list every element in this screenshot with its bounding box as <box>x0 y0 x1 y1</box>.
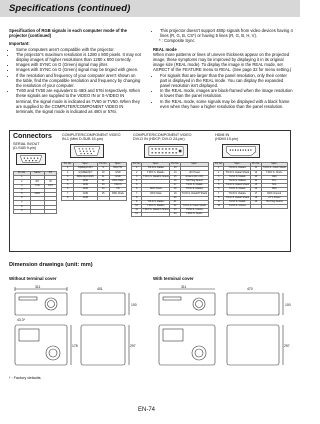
table-cell: T.M.D.S. Data0- <box>224 200 251 204</box>
table-cell: T.M.D.S. Data2- <box>142 167 170 171</box>
table-cell: 1 <box>62 167 74 171</box>
table-cell: T.M.D.S. Data2- <box>224 175 251 179</box>
table-cell: T.M.D.S. Data1 Shield <box>225 183 250 187</box>
table-cell: 3 <box>62 175 74 179</box>
table-cell: T.M.D.S. Clock Shield <box>262 166 286 170</box>
table-cell: 3 <box>14 184 31 188</box>
table-cell: T.M.D.S. Data1+ <box>142 204 170 208</box>
table-cell: 16 <box>251 188 261 192</box>
table-cell: 5 <box>14 192 31 196</box>
computer-label: COMPUTER/COMPONENT VIDEO <box>62 133 121 137</box>
hdmi-label-group <box>215 133 238 142</box>
table-cell: 13 <box>97 183 109 187</box>
table-cell <box>30 209 44 213</box>
table-cell: 11 <box>251 167 261 171</box>
table-cell: OUT <box>44 184 56 188</box>
dimension-value: 311 <box>181 285 187 289</box>
table-cell: 9 <box>97 167 109 171</box>
composite-note: * : Composite Sync <box>159 38 195 44</box>
serial-label: SERIAL IN/OUT <box>13 142 40 146</box>
table-cell: T.M.D.S. Data2+ <box>142 171 170 175</box>
table-cell: 12 <box>132 213 142 217</box>
footnote: * : Factory defaults <box>9 376 41 380</box>
list-item: • This projector doesn't support 480p signals from video devices having 4 lines (R, G, B, CS*) or having 5 lines (R, G, B, H, V). <box>160 28 293 38</box>
table-cell: 12 <box>251 171 261 175</box>
table-cell: SCL <box>261 183 287 187</box>
table-cell: G(GREEN)/Y <box>74 171 97 175</box>
table-cell: 1 <box>214 167 224 171</box>
page-number: EN-74 <box>138 407 156 413</box>
hdmi-port-diagram <box>222 144 260 158</box>
table-cell: CEC <box>261 175 287 179</box>
table-cell: 4 <box>214 179 224 183</box>
table-cell: 15 <box>97 192 109 196</box>
table-cell: T.M.D.S. Clock+ <box>224 204 251 208</box>
table-cell: 8 <box>132 196 142 200</box>
table-cell: T.M.D.S. Data2/4 Shield <box>143 174 169 178</box>
table-cell: TXD <box>30 184 44 188</box>
computer-label-group <box>62 133 121 142</box>
table-cell: 8 <box>62 196 74 200</box>
table-cell: 6 <box>14 197 31 201</box>
table-cell: DDC Data <box>142 192 170 196</box>
table-cell: 10 <box>132 204 142 208</box>
dimension-drawing-with-cover <box>153 283 293 373</box>
table-cell: DDC Clock <box>142 188 170 192</box>
serial-label-group <box>13 142 40 151</box>
table-cell: T.M.D.S. Data2 Shield <box>225 170 250 174</box>
signal-note-list <box>153 28 293 38</box>
table-header: Pin No. <box>252 162 260 166</box>
list-item: • The projector's maximum resolution is 1280 x 800 pixels. It may not display images of higher resolutions than 1280 x 800 correctly. <box>16 52 141 62</box>
table-cell: 9 <box>132 200 142 204</box>
list-item: • Images with SYNC on G (Green) signal may jitter. <box>16 62 141 67</box>
right-column <box>153 28 293 109</box>
table-cell: 13 <box>251 175 261 179</box>
table-cell: 5 <box>62 183 74 187</box>
dimension-value: 100 <box>285 303 291 307</box>
table-cell: T.M.D.S. Data0- <box>180 183 208 187</box>
table-cell: 4 <box>132 179 142 183</box>
table-cell: 10 <box>214 204 224 208</box>
list-item: • Some computers aren't compatible with the projector. <box>16 47 141 52</box>
table-header: Pin No. <box>62 163 74 167</box>
dimension-value: 311 <box>35 285 41 289</box>
table-cell: RX <box>30 180 44 184</box>
table-cell: GND <box>109 175 126 179</box>
table-cell: 9 <box>14 209 31 213</box>
list-item: • TV60 and TV50 are equivalent to 480i and 576i respectively. When these signals are supplied to the VIDEO IN or S-VIDEO IN terminal, the signal mode is indicated as TV60 or TV50. When they are supplied to the COMPUTER/COMPONENT VIDEO IN terminals, the signal mode is indicated as 480i or 576i. <box>16 88 141 114</box>
table-cell: 17 <box>251 192 261 196</box>
table-header: Pin No. <box>171 162 180 166</box>
table-cell: T.M.D.S. Data0 Shield <box>225 195 250 199</box>
list-item: • In the REAL mode, images are black-framed when the image resolution is lower than the panel resolution. <box>160 88 293 98</box>
list-item: • Images with SYNC on G (Green) signal may be tinged with green. <box>16 67 141 72</box>
real-mode-title: REAL mode <box>153 46 177 52</box>
dimension-value: 100 <box>131 303 137 307</box>
table-cell: DDC Clock <box>109 192 126 196</box>
table-row <box>214 204 288 208</box>
table-header: Spec. <box>109 163 126 167</box>
table-cell: 11 <box>97 175 109 179</box>
table-cell <box>142 213 170 217</box>
table-cell: IN <box>44 180 56 184</box>
table-cell: 7 <box>214 192 224 196</box>
serial-sub: (D-SUB 9-pin) <box>13 146 37 151</box>
dimension-value: 43.3* <box>17 318 25 322</box>
table-cell: 24 <box>170 213 180 217</box>
real-mode-list <box>153 73 293 109</box>
table-cell: GND <box>109 171 126 175</box>
table-cell: 15 <box>170 175 180 179</box>
list-item: • If the resolution and frequency of your computer aren't shown on the table, find the compatible resolution and frequency by changing the resolution of your computer. <box>16 73 141 89</box>
table-cell: 7 <box>62 192 74 196</box>
hdmi-label: HDMI IN <box>215 133 230 137</box>
table-cell: 2 <box>62 171 74 175</box>
table-cell: 7 <box>14 201 31 205</box>
dvi-sub: DVI-D IN (HDCP, DVI-D 24-pin) <box>133 137 185 142</box>
with-cover-label: With terminal cover <box>153 276 194 281</box>
table-cell: T.M.D.S. Data1- <box>142 200 170 204</box>
important-list <box>9 47 141 115</box>
page-title: Specifications (continued) <box>9 3 131 14</box>
table-cell: 2 <box>14 180 31 184</box>
table-cell: 3 <box>132 175 142 179</box>
table-header: Pin No. <box>214 162 223 166</box>
table-header: Spec. <box>261 163 287 167</box>
table-cell: 19 <box>251 200 261 204</box>
table-cell: 1 <box>14 176 31 180</box>
table-cell: GND <box>74 196 97 200</box>
hdmi-sub: (HDMI 19-pin) <box>215 137 239 142</box>
table-cell: T.M.D.S. Data0+ <box>180 188 208 192</box>
table-cell: T.M.D.S. Clock- <box>261 171 287 175</box>
table-cell: GND <box>74 179 97 183</box>
table-cell: 4 <box>62 179 74 183</box>
table-cell: 6 <box>132 188 142 192</box>
table-cell: GND <box>30 192 44 196</box>
table-cell: T.M.D.S. Data1- <box>224 188 251 192</box>
table-cell: 8 <box>14 205 31 209</box>
table-row <box>14 209 57 213</box>
table-header: Pin No. <box>14 172 31 176</box>
table-cell: +5V Power <box>180 171 208 175</box>
real-mode-text: When more patterns or lines of uneven thickness appear on the projected image, these symptoms may be improved by displaying it in its original image size (REAL mode). To display the image in the REAL mode, set ASPECT of the FEATURE menu to REAL. (See page 32 for menu setting.) <box>153 51 292 73</box>
table-cell: T.M.D.S. Data0/5 Shield <box>181 191 208 195</box>
table-cell: 4 <box>14 188 31 192</box>
table-row <box>132 213 209 217</box>
dvi-label-group <box>133 133 192 142</box>
dvi-label: COMPUTER/COMPONENT VIDEO <box>133 133 192 137</box>
table-cell: 13 <box>170 167 180 171</box>
table-cell: Ground (for +5V) <box>180 175 208 179</box>
table-cell <box>109 196 126 200</box>
table-cell <box>97 196 109 200</box>
dimension-value: 297 <box>284 344 290 348</box>
table-cell: GND <box>74 192 97 196</box>
table-cell: VD <box>109 188 126 192</box>
table-cell: 3 <box>214 175 224 179</box>
table-cell: 18 <box>251 196 261 200</box>
table-cell <box>261 204 287 208</box>
table-cell: 2 <box>214 171 224 175</box>
dimension-value: 470 <box>247 287 253 291</box>
dvi-port-diagram <box>144 144 188 158</box>
table-cell: 5 <box>132 183 142 187</box>
table-cell: SDA <box>261 188 287 192</box>
table-cell: HD/CS <box>109 183 126 187</box>
table-cell: 7 <box>132 192 142 196</box>
table-cell: 1 <box>132 167 142 171</box>
table-cell: DDC Data <box>109 179 126 183</box>
dvi-pin-table <box>131 162 209 217</box>
table-cell: 10 <box>97 171 109 175</box>
table-cell: R(RED)/Cr/Pr <box>74 167 97 171</box>
table-header: Name <box>30 172 44 176</box>
list-item: • In the REAL mode, some signals may be displayed with a black frame even when they have a higher resolution than the panel resolution. <box>160 99 293 109</box>
table-cell: T.M.D.S. Clock- <box>180 213 208 217</box>
table-cell: T.M.D.S. Data2+ <box>224 167 251 171</box>
dimension-value: 178 <box>72 344 78 348</box>
table-cell: 16 <box>170 179 180 183</box>
table-cell: 6 <box>214 188 224 192</box>
table-cell: GND <box>74 183 97 187</box>
computer-sub: IN-1 (Mini D-SUB 15-pin) <box>62 137 103 142</box>
table-cell: 2 <box>132 171 142 175</box>
table-header: Spec. <box>180 163 208 167</box>
table-cell: 14 <box>251 179 261 183</box>
table-cell: 5 <box>214 183 224 187</box>
table-cell: 9 <box>214 200 224 204</box>
dimension-value: 297 <box>130 344 136 348</box>
table-header: Spec. <box>224 163 251 167</box>
table-cell <box>44 209 56 213</box>
table-header: Spec. <box>142 163 170 167</box>
table-cell: GND <box>74 188 97 192</box>
table-cell: T.M.D.S. Data1+ <box>224 179 251 183</box>
important-label: Important: <box>9 41 30 47</box>
table-cell: 11 <box>132 209 142 213</box>
dimension-title: Dimension drawings (unit: mm) <box>9 262 93 268</box>
table-header: Spec. <box>74 163 97 167</box>
left-column <box>9 28 141 114</box>
table-cell: T.M.D.S. Data0+ <box>224 192 251 196</box>
serial-pin-table <box>13 171 57 214</box>
connectors-box <box>9 130 291 252</box>
table-cell: 21 <box>170 200 180 204</box>
table-cell: +5 V Power <box>261 196 287 200</box>
table-cell: B(BLUE)/Cb/Pb <box>74 175 97 179</box>
table-cell: 19 <box>170 192 180 196</box>
table-cell: T.M.D.S. Clock+ <box>180 209 208 213</box>
table-cell: 14 <box>97 188 109 192</box>
table-cell: DDC Ground <box>261 192 287 196</box>
table-cell: 12 <box>97 179 109 183</box>
table-header: Pin No. <box>97 163 109 167</box>
table-cell: 23 <box>170 209 180 213</box>
table-cell: 22 <box>170 204 180 208</box>
computer-port-diagram <box>70 144 104 158</box>
table-cell: 15 <box>251 183 261 187</box>
table-cell: N.C. <box>261 179 287 183</box>
table-cell: T.M.D.S. Clock Shield <box>180 204 208 208</box>
table-cell: Hot Plug Detect <box>180 179 208 183</box>
hdmi-pin-table <box>213 162 288 209</box>
table-header: I/O <box>44 172 56 176</box>
table-cell <box>251 204 261 208</box>
without-cover-label: Without terminal cover <box>9 276 57 281</box>
table-cell: T.M.D.S. Data1/3 Shield <box>143 208 169 212</box>
list-item: • For signals that are larger than the panel resolution, only their center part is displayed in the REAL mode. You can display the expanded panel resolution isn't displayed. <box>160 73 293 89</box>
table-row <box>62 196 127 200</box>
section-heading: Specification of RGB signals in each computer mode of the projector (continued) <box>9 28 127 39</box>
dimension-value: 401 <box>97 287 103 291</box>
dimension-drawing-without-cover <box>9 283 141 373</box>
table-cell: 17 <box>170 183 180 187</box>
table-cell: DDC 5V <box>109 167 126 171</box>
page-header <box>0 0 300 17</box>
table-cell: 14 <box>170 171 180 175</box>
table-cell: 8 <box>214 196 224 200</box>
table-cell: 20 <box>170 196 180 200</box>
connectors-title: Connectors <box>13 133 52 140</box>
table-cell: 18 <box>170 188 180 192</box>
table-header: Pin No. <box>132 162 141 166</box>
serial-port-diagram <box>16 153 46 165</box>
computer-pin-table <box>61 162 127 201</box>
table-cell: 6 <box>62 188 74 192</box>
table-cell: Hot Plug Detect <box>261 200 287 204</box>
